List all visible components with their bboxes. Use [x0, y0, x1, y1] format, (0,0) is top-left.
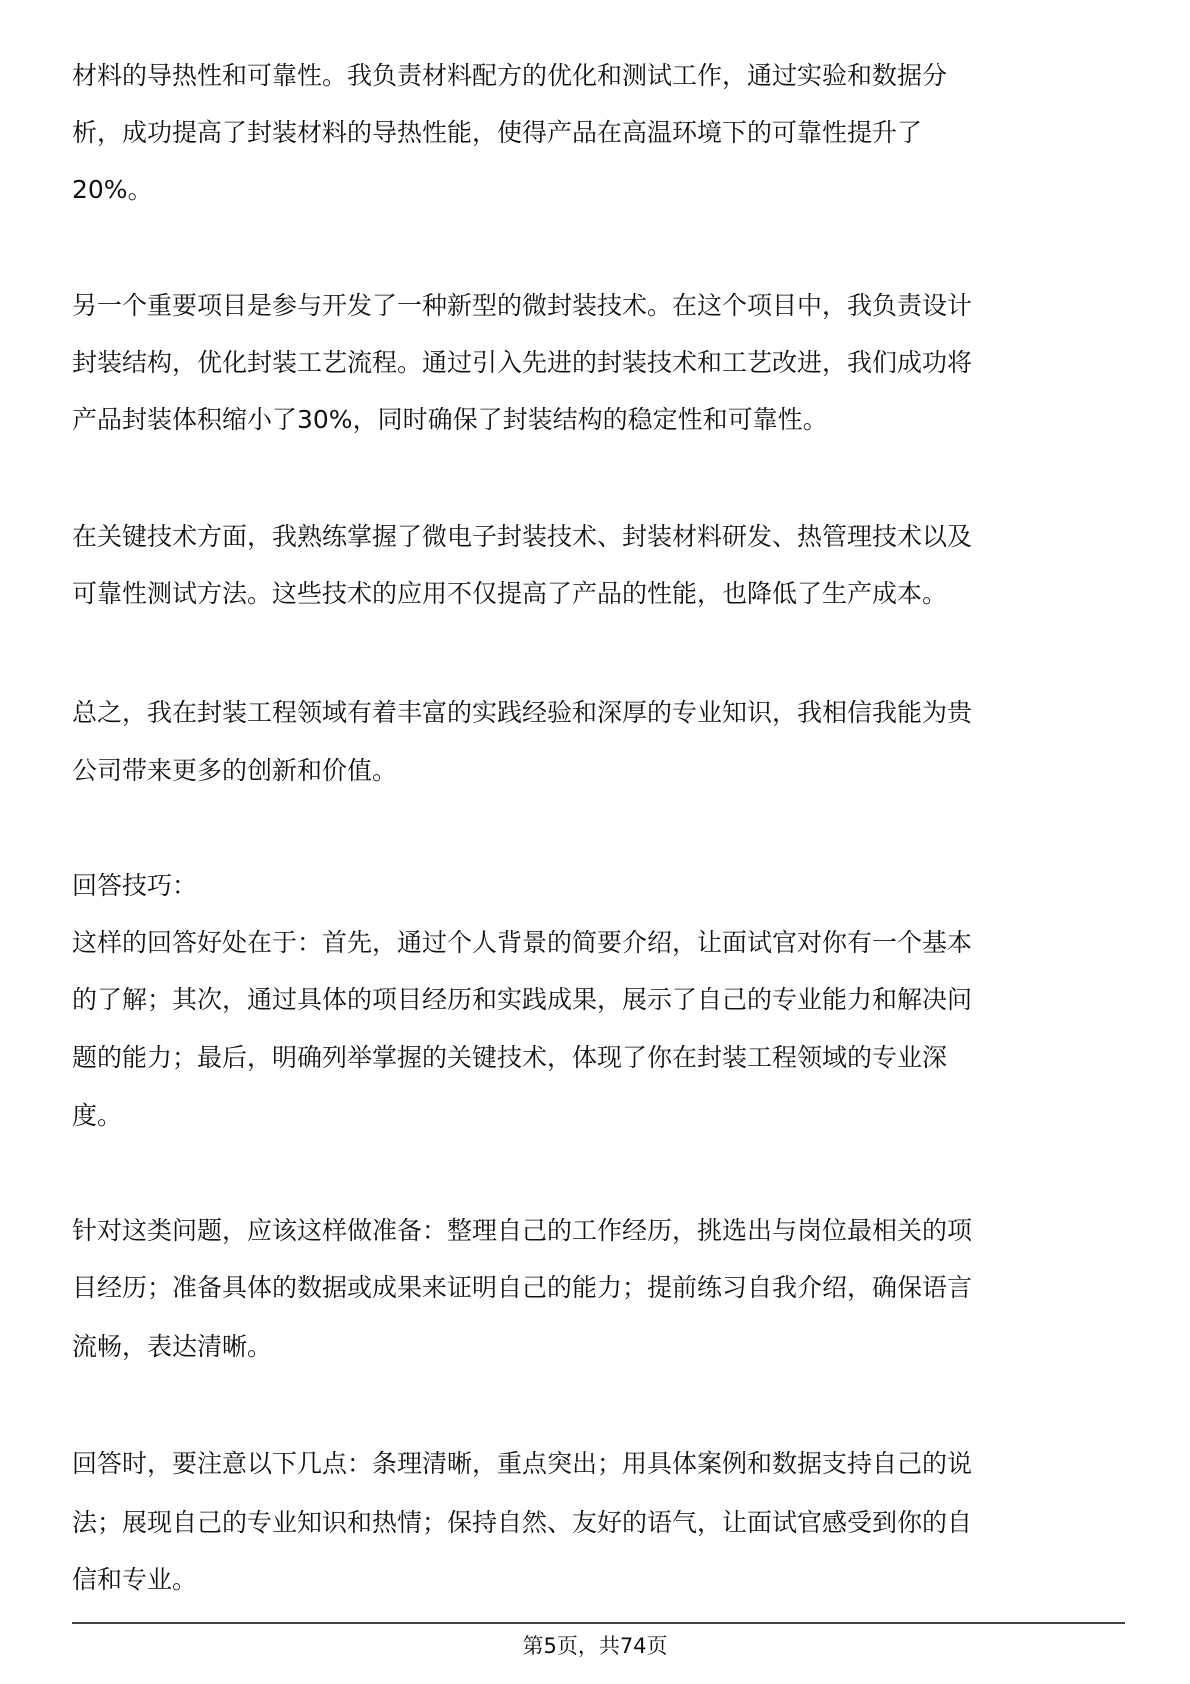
- text-line: 法；展现自己的专业知识和热情；保持自然、友好的语气，让面试官感受到你的自: [72, 1508, 973, 1537]
- text-line: 这样的回答好处在于：首先，通过个人背景的简要介绍，让面试官对你有一个基本: [72, 928, 973, 957]
- text-line: 流畅，表达清晰。: [72, 1332, 273, 1361]
- text-line: 另一个重要项目是参与开发了一种新型的微封装技术。在这个项目中，我负责设计: [72, 291, 973, 320]
- text-line: 公司带来更多的创新和价值。: [72, 756, 398, 785]
- text-line: 目经历；准备具体的数据或成果来证明自己的能力；提前练习自我介绍，确保语言: [72, 1273, 973, 1302]
- text-line: 回答时，要注意以下几点：条理清晰，重点突出；用具体案例和数据支持自己的说: [72, 1449, 973, 1478]
- text-line: 回答技巧：: [72, 871, 198, 900]
- text-line: 析，成功提高了封装材料的导热性能，使得产品在高温环境下的可靠性提升了: [72, 118, 923, 147]
- text-line: 信和专业。: [72, 1565, 198, 1594]
- text-line: 在关键技术方面，我熟练掌握了微电子封装技术、封装材料研发、热管理技术以及: [72, 522, 973, 551]
- text-line: 20%。: [72, 175, 153, 204]
- text-line: 产品封装体积缩小了30%，同时确保了封装结构的稳定性和可靠性。: [72, 405, 828, 434]
- text-line: 的了解；其次，通过具体的项目经历和实践成果，展示了自己的专业能力和解决问: [72, 985, 973, 1014]
- footer-divider: [72, 1622, 1125, 1624]
- text-line: 针对这类问题，应该这样做准备：整理自己的工作经历，挑选出与岗位最相关的项: [72, 1216, 973, 1245]
- text-line: 可靠性测试方法。这些技术的应用不仅提高了产品的性能，也降低了生产成本。: [72, 579, 948, 608]
- page-number: 第5页，共74页: [522, 1634, 668, 1658]
- text-line: 题的能力；最后，明确列举掌握的关键技术，体现了你在封装工程领域的专业深: [72, 1043, 948, 1072]
- text-line: 材料的导热性和可靠性。我负责材料配方的优化和测试工作，通过实验和数据分: [72, 61, 948, 90]
- text-line: 总之，我在封装工程领域有着丰富的实践经验和深厚的专业知识，我相信我能为贵: [72, 698, 973, 727]
- text-line: 封装结构，优化封装工艺流程。通过引入先进的封装技术和工艺改进，我们成功将: [72, 348, 973, 377]
- text-line: 度。: [72, 1101, 123, 1130]
